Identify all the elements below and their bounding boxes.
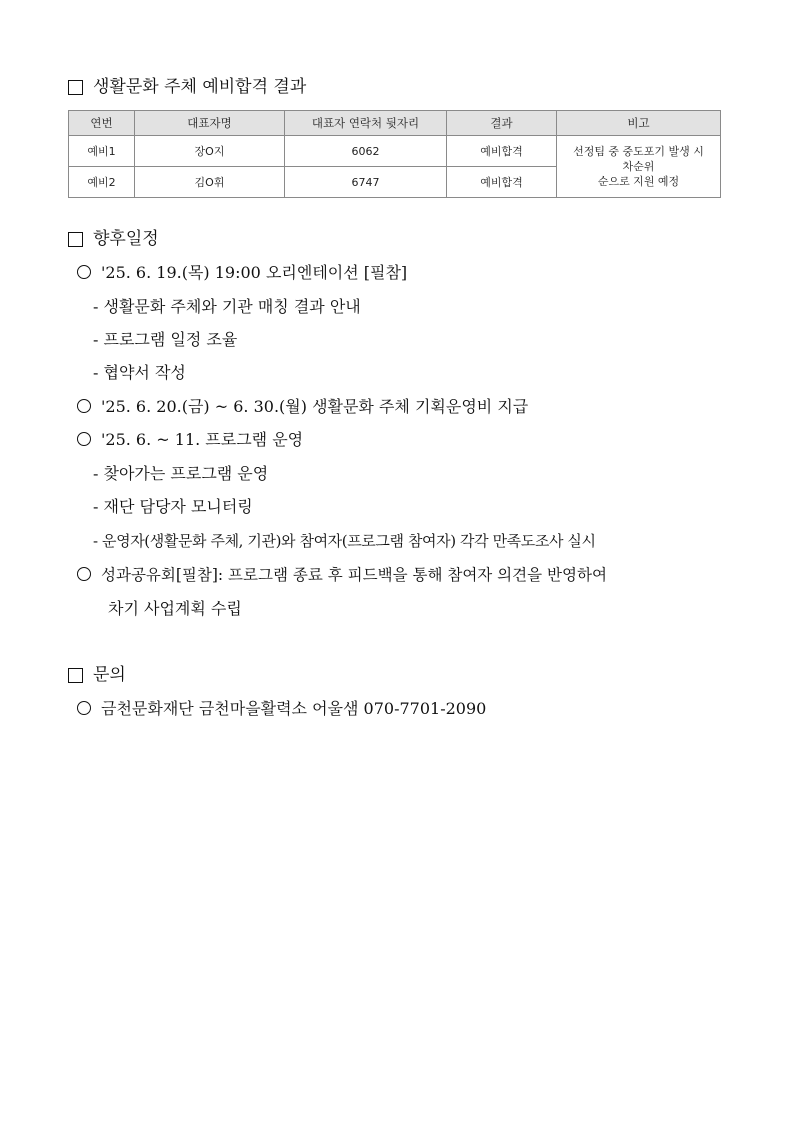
note-line: 선정팀 중 중도포기 발생 시 [573,145,704,158]
section-heading-contact [68,664,126,686]
section-title: 생활문화 주체 예비합격 결과 [93,77,307,97]
schedule-subitem: - 재단 담당자 모니터링 [93,497,253,516]
column-header-name: 대표자명 [135,111,285,136]
schedule-subitem: - 운영자(생활문화 주체, 기관)와 참여자(프로그램 참여자) 각각 만족도조사 실시 [93,532,596,550]
cell-note [557,136,721,198]
circle-bullet-icon [77,432,91,446]
column-header-result: 결과 [447,111,557,136]
results-table [68,110,721,198]
schedule-item [77,429,303,451]
schedule-subitem: - 협약서 작성 [93,363,186,382]
schedule-text: 성과공유회[필참]: 프로그램 종료 후 피드백을 통해 참여자 의견을 반영하여 [101,566,607,584]
checkbox-square-icon [68,668,83,683]
schedule-subitem: - 생활문화 주체와 기관 매칭 결과 안내 [93,297,361,316]
circle-bullet-icon [77,567,91,581]
schedule-continuation: 차기 사업계획 수립 [108,599,242,618]
column-header-no: 연번 [69,111,135,136]
cell-result: 예비합격 [447,167,557,198]
note-line: 차순위 [622,160,655,173]
cell-no: 예비2 [69,167,135,198]
cell-no: 예비1 [69,136,135,167]
cell-phone: 6062 [285,136,447,167]
schedule-text: '25. 6. ~ 11. 프로그램 운영 [101,430,304,449]
checkbox-square-icon [68,232,83,247]
schedule-item [77,564,607,586]
column-header-note: 비고 [557,111,721,136]
schedule-text: '25. 6. 20.(금) ~ 6. 30.(월) 생활문화 주체 기획운영비 지급 [101,397,529,416]
section-heading-results [68,76,306,98]
circle-bullet-icon [77,701,91,715]
note-line: 순으로 지원 예정 [597,175,680,188]
cell-phone: 6747 [285,167,447,198]
section-heading-schedule [68,228,159,250]
contact-text: 금천문화재단 금천마을활력소 어울샘 070-7701-2090 [101,699,487,718]
section-title: 향후일정 [93,229,159,249]
contact-item [77,698,486,720]
cell-name: 김O휘 [135,167,285,198]
circle-bullet-icon [77,265,91,279]
schedule-item [77,396,528,418]
circle-bullet-icon [77,399,91,413]
cell-name: 장O지 [135,136,285,167]
cell-result: 예비합격 [447,136,557,167]
section-title: 문의 [93,665,126,685]
schedule-subitem: - 찾아가는 프로그램 운영 [93,464,269,483]
checkbox-square-icon [68,80,83,95]
table-header-row [69,111,721,136]
table-row [69,136,721,167]
schedule-subitem: - 프로그램 일정 조율 [93,330,238,349]
column-header-phone: 대표자 연락처 뒷자리 [285,111,447,136]
schedule-item [77,262,407,284]
schedule-text: '25. 6. 19.(목) 19:00 오리엔테이션 [필참] [101,263,408,282]
